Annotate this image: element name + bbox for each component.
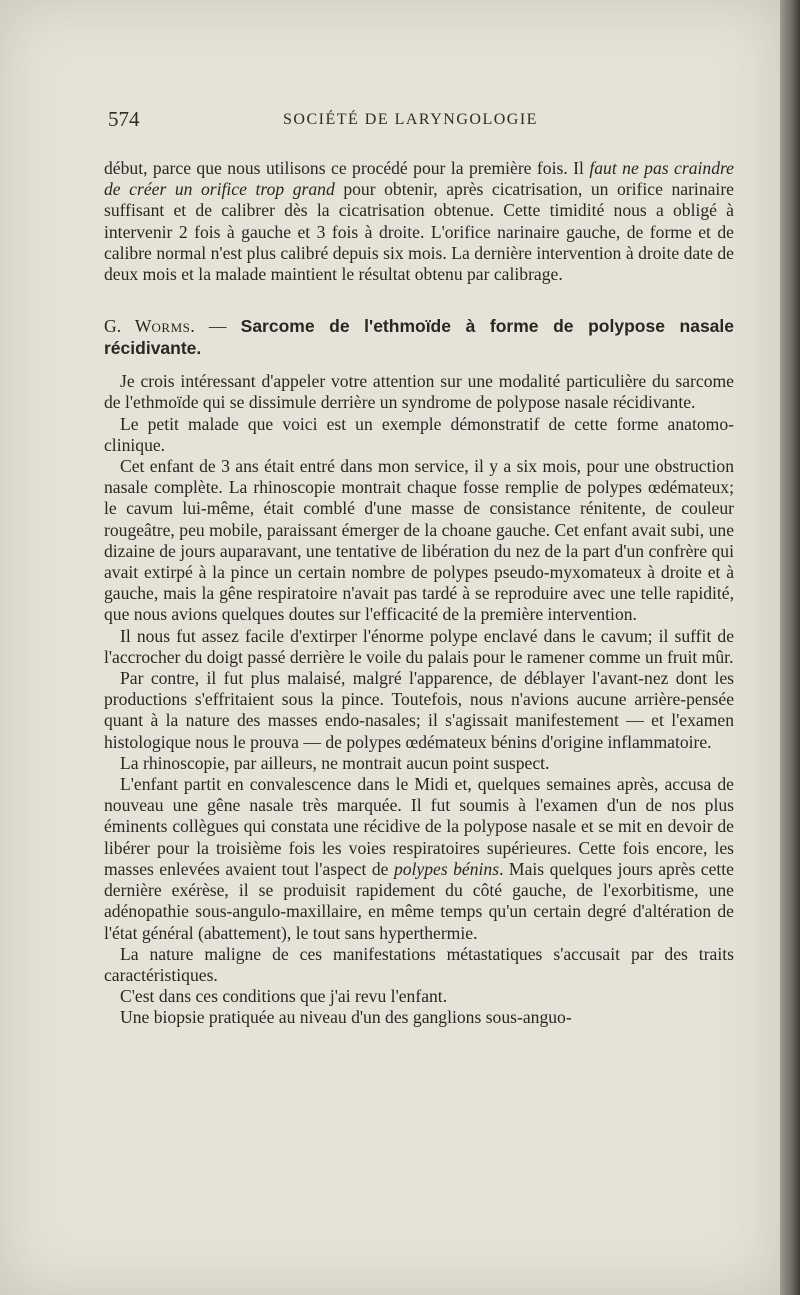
body-text [104, 158, 734, 1029]
italic-phrase: faut ne pas craindre de créer un orifice trop grand [104, 158, 734, 200]
section-heading: G. WORMS. — Sarcome de l'ethmoïde à forme de polypose nasale récidivante. [104, 316, 734, 359]
paragraph: La nature maligne de ces manifestations métastatiques s'accusait par des traits caractéristiques. [104, 943, 734, 985]
paragraph: La rhinoscopie, par ailleurs, ne montrait aucun point suspect. [120, 752, 550, 773]
paragraph: Par contre, il fut plus malaisé, malgré l'apparence, de déblayer l'avant-nez dont les productions s'effritaient sous la pince. Toutefois, nous n'avions aucune arrière-pensée quant à la nature des masses endo-nasales; il s'agissait manifestement — et l'examen histologique nous le prouva — de polypes œdémateux bénins d'origine inflammatoire. [104, 668, 734, 752]
paragraph-continued: début, parce que nous utilisons ce procédé pour la première fois. Il faut ne pas craindre de créer un orifice trop grand pour obtenir, après cicatrisation, un orifice narinaire suffisant et de calibrer dès la cicatrisation obtenue. Cette timidité nous a obligé à intervenir 2 fois à gauche et 3 fois à droite. L'orifice narinaire gauche, de forme et de calibre normal n'est plus calibré depuis six mois. La dernière intervention à droite date de deux mois et la malade maintient le résultat obtenu par calibrage. [104, 158, 734, 285]
section-title: Sarcome de l'ethmoïde à forme de polypose nasale récidivante. [104, 316, 734, 359]
author-name: G. WORMS [104, 316, 191, 337]
paragraph: Il nous fut assez facile d'extirper l'énorme polype enclavé dans le cavum; il suffit de l'accrocher du doigt passé derrière le voile du palais pour le ramener comme un fruit mûr. [104, 625, 734, 667]
paragraph: Je crois intéressant d'appeler votre attention sur une modalité particulière du sarcome de l'ethmoïde qui se dissimule derrière un syndrome de polypose nasale récidivante. [104, 371, 734, 413]
page-number: 574 [108, 107, 140, 131]
page-edge-shadow [780, 0, 800, 1295]
paragraph: Le petit malade que voici est un exemple démonstratif de cette forme anatomo-clinique. [104, 413, 734, 455]
italic-phrase: polypes bénins [393, 858, 500, 879]
paragraph: L'enfant partit en convalescence dans le Midi et, quelques semaines après, accusa de nouveau une gêne nasale très marquée. Il fut soumis à l'examen d'un de nos plus éminents collègues qui constata une récidive de la polypose nasale et se mit en devoir de libérer pour la troisième fois les voies respiratoires supérieures. Cette fois encore, les masses enlevées avaient tout l'aspect de polypes bénins. Mais quelques jours après cette dernière exérèse, il se produisit rapidement du côté gauche, de l'exorbitisme, une adénopathie sous-angulo-maxillaire, en même temps qu'un certain degré d'altération de l'état général (abattement), le tout sans hyperthermie. [104, 774, 734, 943]
running-title: SOCIÉTÉ DE LARYNGOLOGIE [283, 111, 538, 128]
paragraph: Une biopsie pratiquée au niveau d'un des ganglions sous-anguo- [120, 1007, 572, 1028]
paragraph: Cet enfant de 3 ans était entré dans mon service, il y a six mois, pour une obstruction nasale complète. La rhinoscopie montrait chaque fosse remplie de polypes œdémateux; le cavum lui-même, était comblé d'une masse de consistance rénitente, de couleur rougeâtre, peu mobile, paraissant émerger de la choane gauche. Cet enfant avait subi, une dizaine de jours auparavant, une tentative de libération du nez de la part d'un confrère qui avait extirpé à la pince un certain nombre de polypes pseudo-myxomateux à droite et à gauche, mais la gêne respiratoire n'avait pas tardé à se reproduire avec une telle rapidité, que nous avions quelques doutes sur l'efficacité de la première intervention. [104, 456, 734, 625]
page-header [108, 107, 738, 137]
paragraph: C'est dans ces conditions que j'ai revu l'enfant. [120, 986, 448, 1007]
